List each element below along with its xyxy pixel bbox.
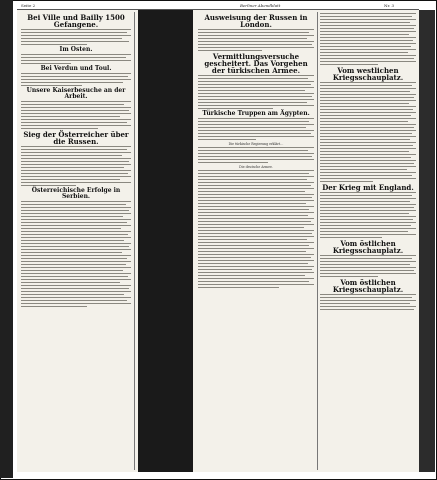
headline: Türkische Truppen am Ägypten.	[202, 110, 310, 117]
article-text	[320, 82, 416, 182]
headline: Vom östlichen Kriegsschauplatz.	[332, 278, 404, 294]
article-text	[21, 101, 131, 129]
headline: Vom östlichen Kriegsschauplatz.	[332, 239, 404, 255]
header-rule	[17, 9, 419, 10]
headline: Vermittlungsversuche gescheitert. Das Vorgehen der türkischen Armee.	[204, 52, 308, 75]
headline: Österreichische Erfolge in Serbien.	[31, 187, 121, 200]
dark-fold-shadow	[138, 10, 193, 472]
article-text	[198, 29, 314, 51]
column-rule	[134, 12, 135, 470]
article-text	[198, 170, 314, 288]
article-text	[198, 147, 314, 163]
headline: Der Krieg mit England.	[322, 183, 414, 192]
article-text	[320, 255, 416, 277]
article-text	[21, 73, 131, 86]
article-text	[320, 192, 416, 238]
headline: Unsere Kaiserbesuche an der Arbeit.	[26, 87, 126, 100]
headline: Im Osten.	[59, 46, 93, 53]
article-text	[21, 54, 131, 64]
masthead: Berliner Abendblatt	[240, 3, 281, 8]
column-3	[320, 12, 416, 472]
headline: Sieg der Österreicher über die Russen.	[23, 130, 129, 146]
right-edge-shadow	[419, 10, 435, 472]
page-number-left: Seite 2	[21, 3, 36, 8]
article-text	[21, 29, 131, 45]
article-text	[21, 201, 131, 307]
article-text	[198, 75, 314, 109]
left-binding-gutter	[0, 0, 13, 478]
subheading: Die türkische Regierung erklärt…	[228, 142, 284, 146]
subheading: Die deutsche Armee.	[239, 165, 273, 169]
column-1	[21, 12, 131, 472]
headline: Vom westlichen Kriegsschauplatz.	[332, 66, 404, 82]
headline: Bei Ville und Bailly 1500 Gefangene.	[27, 13, 125, 29]
headline: Ausweisung der Russen in London.	[204, 13, 308, 29]
column-rule	[317, 12, 318, 470]
column-2	[198, 12, 314, 472]
page-number-right: Nr. 3	[384, 3, 395, 8]
article-text	[320, 294, 416, 310]
article-text	[198, 118, 314, 140]
headline: Bei Verdun und Toul.	[40, 65, 112, 72]
article-text	[320, 13, 416, 65]
article-text	[21, 146, 131, 186]
